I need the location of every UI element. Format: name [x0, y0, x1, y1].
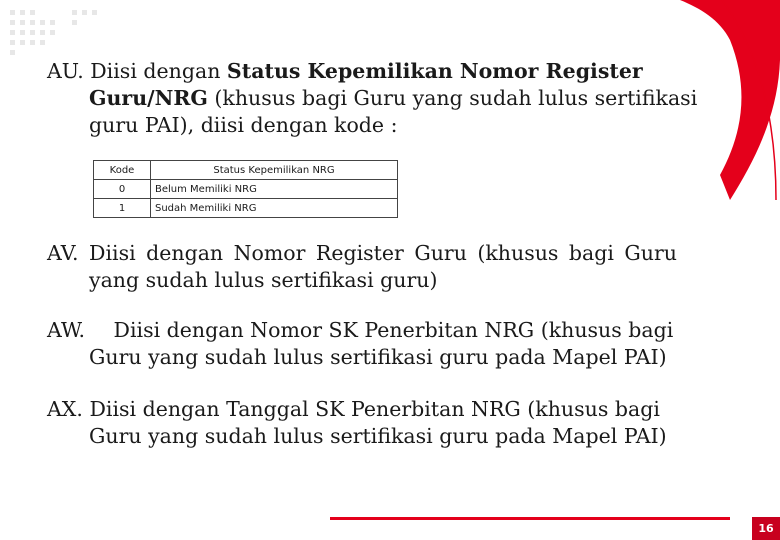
decorative-dot	[10, 50, 15, 55]
decorative-dot	[40, 20, 45, 25]
decorative-dot	[50, 30, 55, 35]
item-av-line1	[47, 240, 677, 267]
decorative-dot	[20, 10, 25, 15]
decorative-dot	[10, 30, 15, 35]
table-header-kode: Kode	[94, 161, 151, 180]
table-cell-code: 0	[94, 180, 151, 199]
table-header-row	[94, 161, 398, 180]
item-au-line2-bold: Guru/NRG	[89, 86, 208, 110]
table-header-status: Status Kepemilikan NRG	[151, 161, 398, 180]
decorative-dot	[30, 20, 35, 25]
item-aw-marker: AW.	[47, 318, 85, 342]
item-au-marker: AU.	[47, 59, 84, 83]
item-au-line3: guru PAI), diisi dengan kode :	[89, 113, 398, 137]
decorative-dot	[20, 20, 25, 25]
item-au-text-plain: Diisi dengan	[90, 59, 227, 83]
table-cell-status: Sudah Memiliki NRG	[151, 199, 398, 218]
decorative-dot	[30, 40, 35, 45]
decorative-dot	[40, 40, 45, 45]
decorative-dot	[20, 40, 25, 45]
item-aw-text: Diisi dengan Nomor SK Penerbitan NRG (khusus bagi	[113, 318, 674, 342]
footer-red-line	[330, 517, 730, 520]
item-av-line2: yang sudah lulus sertifikasi guru)	[89, 268, 438, 292]
item-aw-line2: Guru yang sudah lulus sertifikasi guru pada Mapel PAI)	[89, 345, 667, 369]
decorative-dot	[20, 30, 25, 35]
item-av-text: Diisi dengan Nomor Register Guru (khusus bagi Guru	[89, 241, 677, 265]
decorative-dot	[72, 20, 77, 25]
item-ax-line1	[47, 396, 667, 423]
item-aw-line1	[47, 317, 673, 344]
item-ax-line2: Guru yang sudah lulus sertifikasi guru pada Mapel PAI)	[89, 424, 667, 448]
item-au-line1	[47, 58, 697, 85]
item-au-line2-plain: (khusus bagi Guru yang sudah lulus sertifikasi	[207, 86, 698, 110]
item-au-line2	[47, 85, 697, 112]
item-ax-marker: AX.	[47, 397, 83, 421]
item-ax-text: Diisi dengan Tanggal SK Penerbitan NRG (khusus bagi	[89, 397, 660, 421]
decorative-dot	[10, 10, 15, 15]
decorative-dot	[92, 10, 97, 15]
decorative-dot	[10, 40, 15, 45]
table-cell-code: 1	[94, 199, 151, 218]
item-av	[47, 240, 677, 294]
item-aw	[47, 317, 673, 371]
decorative-dot	[40, 30, 45, 35]
item-av-marker: AV.	[47, 241, 79, 265]
decorative-dot	[50, 20, 55, 25]
decorative-dot	[30, 30, 35, 35]
table-row	[94, 180, 398, 199]
decorative-dot	[10, 20, 15, 25]
page-number-badge: 16	[752, 517, 780, 540]
item-au-text-bold: Status Kepemilikan Nomor Register	[226, 59, 643, 83]
decorative-dot	[30, 10, 35, 15]
item-au	[47, 58, 697, 139]
table-row	[94, 199, 398, 218]
kode-table	[93, 160, 398, 218]
table-cell-status: Belum Memiliki NRG	[151, 180, 398, 199]
item-ax	[47, 396, 667, 450]
decorative-dot	[72, 10, 77, 15]
decorative-dot	[82, 10, 87, 15]
